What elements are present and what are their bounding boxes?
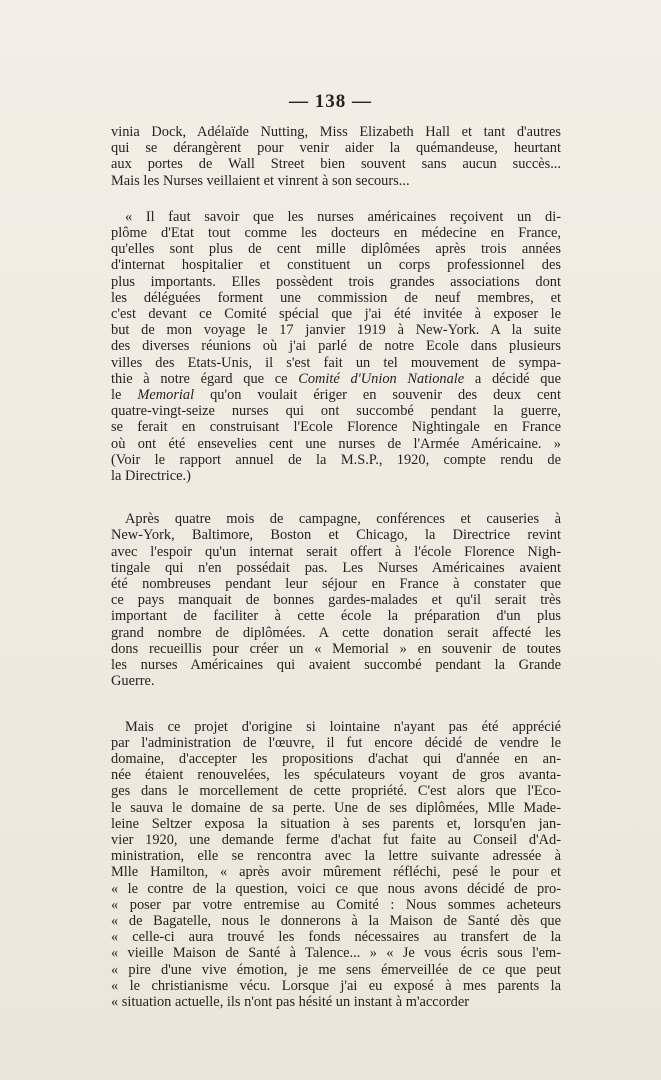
text-line: tingale qui n'en possédait pas. Les Nurses Américaines avaient	[111, 559, 561, 576]
text-line: été nombreuses pendant leur séjour en France à constater que	[111, 576, 561, 593]
paragraph-2	[111, 209, 561, 484]
text-line: but de mon voyage le 17 janvier 1919 à New-York. A la suite	[111, 322, 561, 339]
page-number: — 138 —	[289, 91, 372, 112]
text-line: thie à notre égard que ce Comité d'Union Nationale a décidé que	[111, 370, 561, 387]
text-line: née étaient renouvelées, les spéculateurs voyant de gros avanta-	[111, 767, 561, 784]
text-line: « poser par votre entremise au Comité : Nous sommes acheteurs	[111, 896, 561, 913]
text-line: plôme d'Etat tout comme les docteurs en médecine en France,	[111, 225, 561, 242]
text-line: « situation actuelle, ils n'ont pas hésité un instant à m'accorder	[111, 993, 470, 1010]
body-text	[111, 124, 561, 1010]
paragraph-3	[111, 511, 561, 689]
text-line: (Voir le rapport annuel de la M.S.P., 1920, compte rendu de	[111, 451, 561, 468]
text-line: le Memorial qu'on voulait ériger en souvenir des deux cent	[111, 387, 561, 404]
text-line: dons recueillis pour créer un « Memorial » en souvenir de toutes	[111, 640, 561, 657]
text-line: où ont été ensevelies cent une nurses de l'Armée Américaine. »	[111, 435, 561, 452]
text-line: « Il faut savoir que les nurses américaines reçoivent un di-	[125, 208, 561, 225]
text-line: « le christianisme vécu. Lorsque j'ai eu exposé à mes parents la	[111, 977, 561, 994]
text-line: avec l'espoir qu'un internat serait offert à l'école Florence Nigh-	[111, 543, 561, 560]
text-line: les nurses Américaines qui avaient succombé pendant la Grande	[111, 657, 561, 674]
text-line: grand nombre de diplômées. A cette donation serait affecté les	[111, 624, 561, 641]
text-line: aux portes de Wall Street bien souvent sans aucun succès...	[111, 156, 561, 173]
text-line: le sauva le domaine de sa perte. Une de ses diplômées, Mlle Made-	[111, 799, 561, 816]
text-line: c'est devant ce Comité spécial que j'ai été invitée à exposer le	[111, 306, 561, 323]
text-line: « pire d'une vive émotion, je me sens émerveillée de ce que peut	[111, 961, 561, 978]
text-line: New-York, Baltimore, Boston et Chicago, la Directrice revint	[111, 527, 561, 544]
text-line: se ferait en construisant l'Ecole Florence Nightingale en France	[111, 419, 561, 436]
text-line: villes des Etats-Unis, il s'est fait un tel mouvement de sympa-	[111, 354, 561, 371]
paragraph-1	[111, 124, 561, 189]
text-line: par l'administration de l'œuvre, il fut encore décidé de vendre le	[111, 734, 561, 751]
text-line: « celle-ci aura trouvé les fonds nécessaires au transfert de la	[111, 929, 561, 946]
paragraph-4	[111, 719, 561, 1011]
text-line: important de faciliter à cette école la préparation d'un plus	[111, 608, 561, 625]
text-line: Mlle Hamilton, « après avoir mûrement réfléchi, pesé le pour et	[111, 864, 561, 881]
text-line: ce pays manquait de bonnes gardes-malades et qu'il serait très	[111, 592, 561, 609]
text-line: qu'elles sont plus de cent mille diplômées après trois années	[111, 241, 561, 258]
text-line: leine Seltzer exposa la situation à ses parents et, lorsqu'en jan-	[111, 815, 561, 832]
text-line: des diverses réunions où j'ai parlé de notre Ecole dans plusieurs	[111, 338, 561, 355]
text-line: ministration, elle se rencontra avec la lettre suivante adressée à	[111, 848, 561, 865]
text-line: « le contre de la question, voici ce que nous avons décidé de pro-	[111, 880, 561, 897]
text-line: plus importants. Elles possèdent trois grandes associations dont	[111, 273, 561, 290]
text-line: « de Bagatelle, nous le donnerons à la Maison de Santé dès que	[111, 912, 561, 929]
text-line: la Directrice.)	[111, 468, 191, 485]
text-line: Mais ce projet d'origine si lointaine n'ayant pas été apprécié	[125, 718, 561, 735]
text-line: Après quatre mois de campagne, conférences et causeries à	[125, 511, 561, 528]
text-line: Mais les Nurses veillaient et vinrent à son secours...	[111, 172, 410, 189]
text-line: les déléguées forment une commission de neuf membres, et	[111, 289, 561, 306]
text-line: ges dans le morcellement de cette propriété. C'est alors que l'Eco-	[111, 783, 561, 800]
text-line: Guerre.	[111, 673, 155, 690]
text-line: d'internat hospitalier et constituent un corps professionnel des	[111, 257, 561, 274]
text-line: vier 1920, une demande ferme d'achat fut faite au Conseil d'Ad-	[111, 831, 561, 848]
text-line: vinia Dock, Adélaïde Nutting, Miss Elizabeth Hall et tant d'autres	[111, 124, 561, 140]
text-line: « vieille Maison de Santé à Talence... » « Je vous écris sous l'em-	[111, 945, 561, 962]
text-line: qui se dérangèrent pour venir aider la quémandeuse, heurtant	[111, 140, 561, 157]
text-line: domaine, d'accepter les propositions d'achat qui d'année en an-	[111, 750, 561, 767]
text-line: quatre-vingt-seize nurses qui ont succombé pendant la guerre,	[111, 403, 561, 420]
